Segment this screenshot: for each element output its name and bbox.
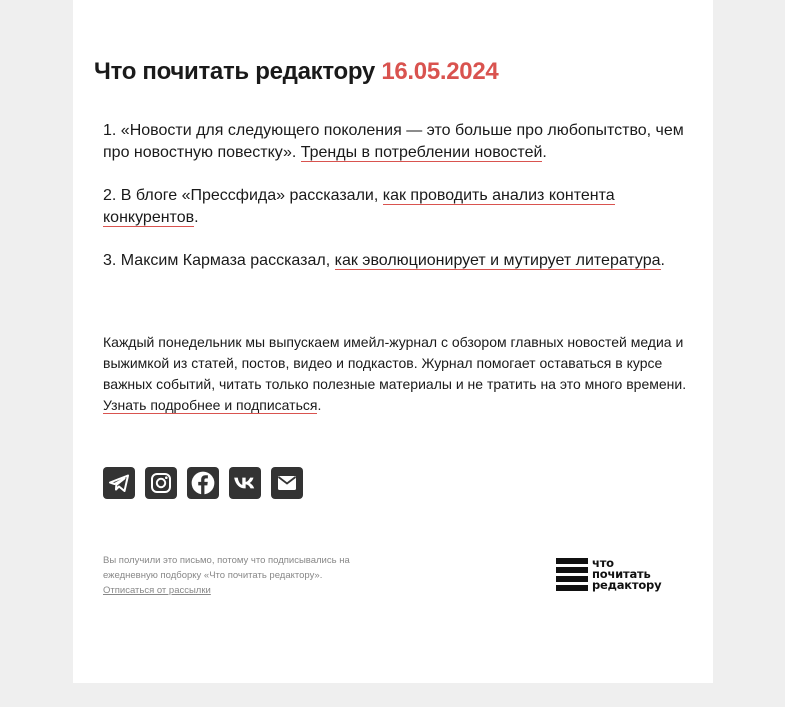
list-item	[103, 185, 688, 229]
email-card	[73, 0, 713, 683]
logo-bar	[556, 576, 588, 582]
email-icon[interactable]	[271, 467, 303, 499]
item-text: 1. «Новости для следующего поколения — это больше про любопытство, чем про новостную повестку».	[103, 122, 684, 161]
unsubscribe-link[interactable]: Отписаться от рассылки	[103, 585, 211, 596]
logo-line: редактору	[592, 578, 662, 592]
footer-text: Вы получили это письмо, потому что подписывались на ежедневную подборку «Что почитать редактору».	[103, 555, 350, 581]
logo-bar	[556, 567, 588, 573]
vk-icon[interactable]	[229, 467, 261, 499]
logo-wordmark	[592, 558, 661, 591]
logo-bar	[556, 585, 588, 591]
title-text: Что почитать редактору	[94, 58, 375, 85]
item-link[interactable]: как эволюционирует и мутирует литература	[334, 252, 661, 269]
logo-line: что	[592, 556, 614, 570]
brand-logo	[556, 558, 661, 591]
item-punct: .	[660, 252, 665, 269]
about-text: Каждый понедельник мы выпускаем имейл-журнал с обзором главных новостей медиа и выжимкой из статей, постов, видео и подкастов. Журнал помогает оставаться в курсе важных событий, читать только полезные материалы и не тратить на это много времени.	[103, 334, 687, 392]
reading-list	[103, 120, 688, 293]
item-text: 2. В блоге «Прессфида» рассказали,	[103, 187, 383, 204]
telegram-icon[interactable]	[103, 467, 135, 499]
item-punct: .	[542, 144, 547, 161]
logo-line: почитать	[592, 567, 651, 581]
social-links	[103, 467, 303, 499]
instagram-icon[interactable]	[145, 467, 177, 499]
logo-bar	[556, 558, 588, 564]
about-paragraph	[103, 332, 688, 416]
item-link[interactable]: Тренды в потреблении новостей	[300, 144, 543, 161]
logo-mark	[556, 558, 588, 591]
subscribe-link[interactable]: Узнать подробнее и подписаться	[103, 397, 318, 413]
item-text: 3. Максим Кармаза рассказал,	[103, 252, 335, 269]
item-punct: .	[194, 209, 199, 226]
list-item	[103, 250, 688, 272]
page-title	[94, 58, 498, 86]
facebook-icon[interactable]	[187, 467, 219, 499]
about-punct: .	[317, 397, 322, 413]
issue-date: 16.05.2024	[381, 58, 499, 85]
footer-note	[103, 553, 393, 598]
list-item	[103, 120, 688, 164]
item-link[interactable]: как проводить анализ контента конкурентов	[103, 187, 615, 226]
